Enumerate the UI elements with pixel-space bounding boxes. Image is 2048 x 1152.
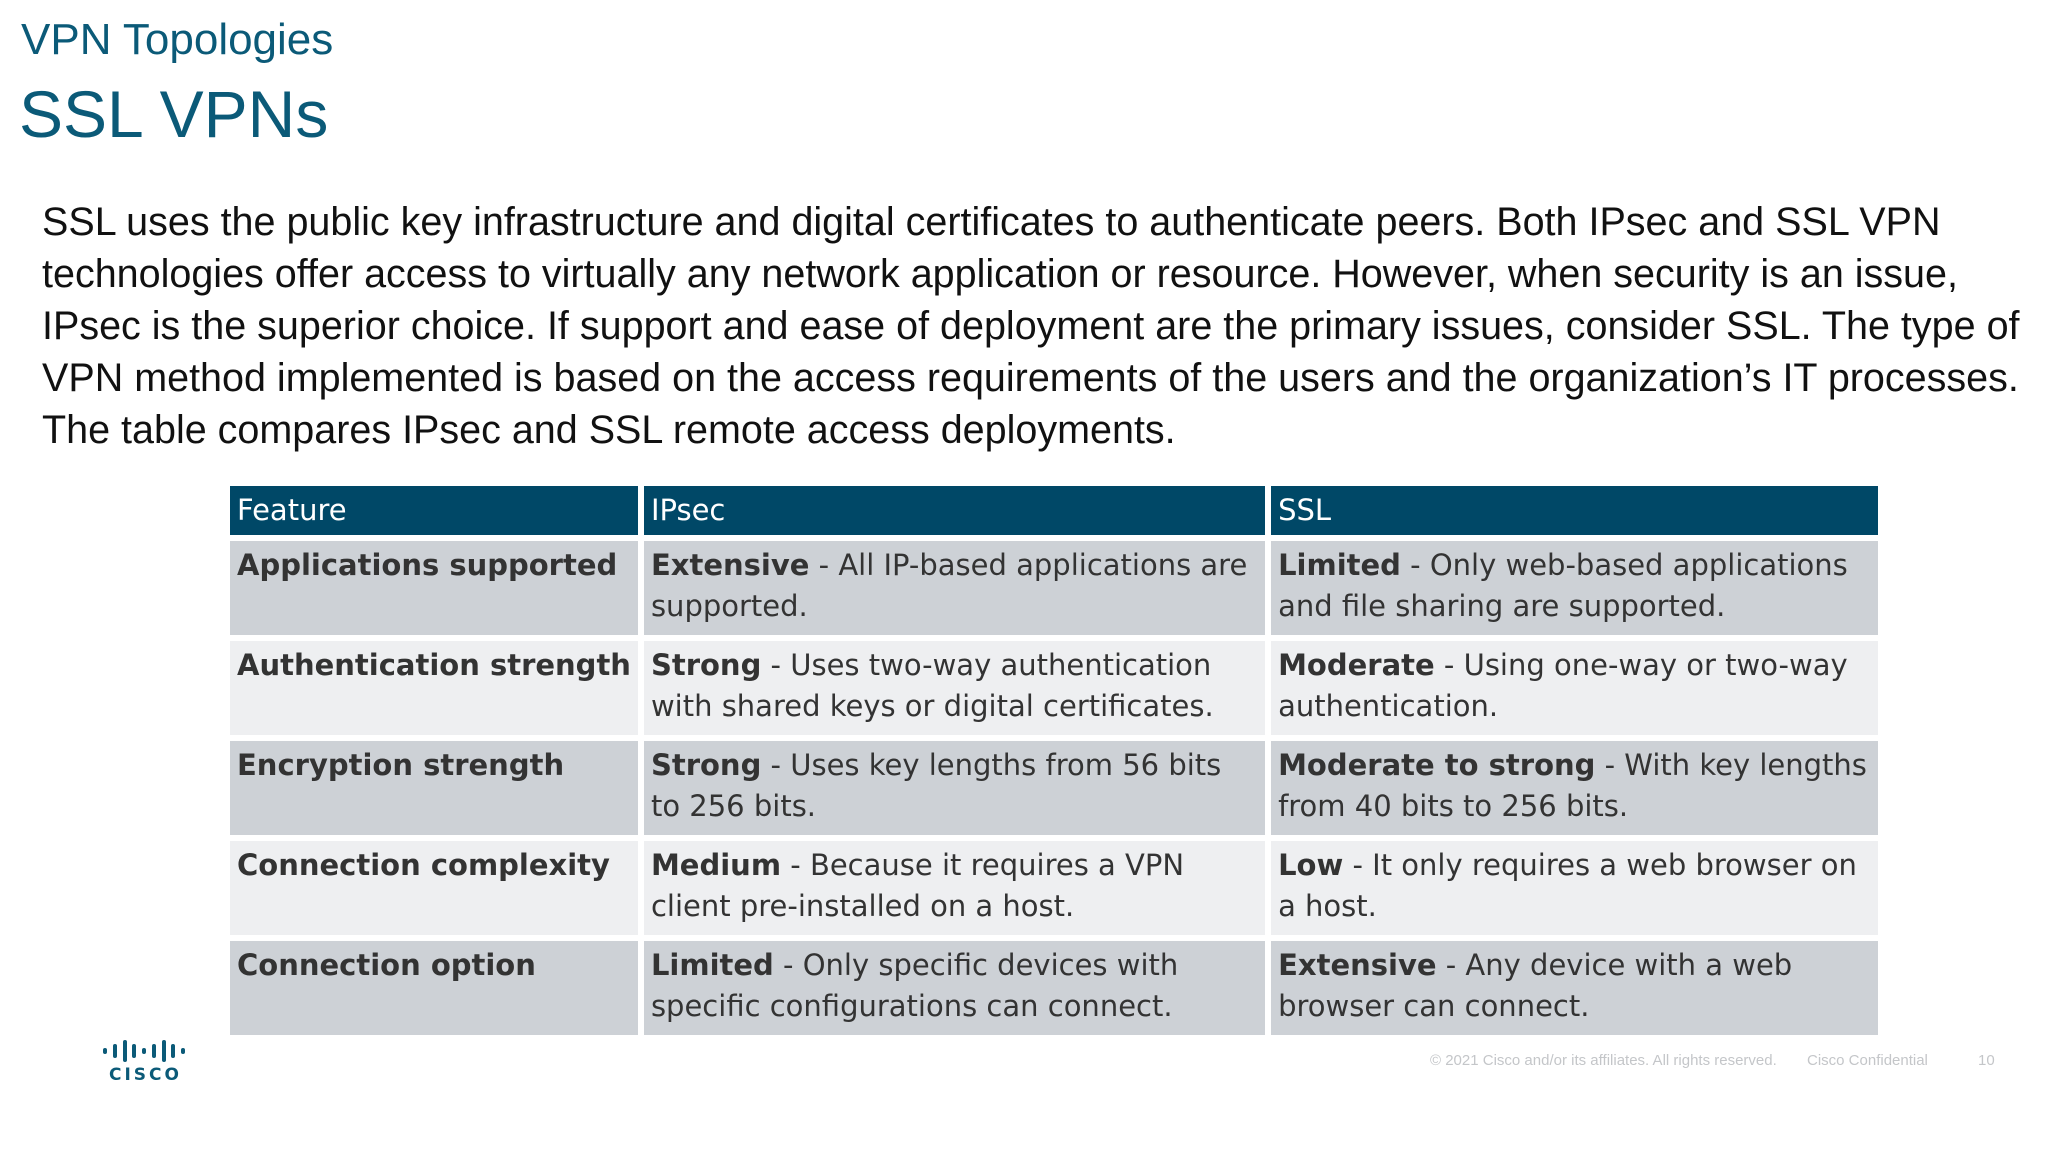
ipsec-description: - All IP-based applications are supported. — [650, 548, 1248, 623]
table-row — [230, 841, 1878, 935]
ssl-rating: Extensive — [1278, 948, 1437, 982]
ssl-description: - Any device with a web browser can connect. — [1278, 948, 1793, 1023]
ipsec-cell — [644, 741, 1265, 835]
ssl-description: - Using one-way or two-way authentication. — [1278, 648, 1848, 723]
ssl-cell — [1271, 741, 1878, 835]
ipsec-cell — [644, 641, 1265, 735]
footer-confidential: Cisco Confidential — [1807, 1052, 1928, 1069]
ipsec-rating: Medium — [650, 848, 782, 882]
ssl-description: - With key lengths from 40 bits to 256 bits. — [1278, 748, 1867, 823]
feature-cell: Authentication strength — [230, 641, 638, 735]
section-title: VPN Topologies — [21, 15, 334, 64]
ipsec-description: - Because it requires a VPN client pre-installed on a host. — [650, 848, 1185, 923]
cisco-logo — [103, 1040, 187, 1090]
ipsec-rating: Strong — [650, 748, 762, 782]
table-header-row — [230, 486, 1878, 535]
feature-cell: Connection option — [230, 941, 638, 1035]
ipsec-description: - Uses two-way authentication with shared keys or digital certificates. — [650, 648, 1214, 723]
body-paragraph: SSL uses the public key infrastructure and digital certificates to authenticate peers. Both IPsec and SSL VPN technologies offer access to virtually any network application or resource. However, when security is an issue, IPsec is the superior choice. If support and ease of deployment are the primary issues, consider SSL. The type of VPN method implemented is based on the access requirements of the users and the organization’s IT processes. The table compares IPsec and SSL remote access deployments. — [42, 200, 2020, 452]
ssl-description: - It only requires a web browser on a host. — [1278, 848, 1857, 923]
comparison-table — [224, 480, 1884, 1041]
feature-cell: Encryption strength — [230, 741, 638, 835]
table-row — [230, 941, 1878, 1035]
slide-title: SSL VPNs — [19, 77, 329, 151]
ipsec-rating: Strong — [650, 648, 762, 682]
ssl-cell — [1271, 841, 1878, 935]
ipsec-cell — [644, 541, 1265, 635]
feature-cell: Applications supported — [230, 541, 638, 635]
cisco-bridge-icon — [103, 1040, 185, 1062]
header-ssl: SSL — [1271, 486, 1878, 535]
header-ipsec: IPsec — [644, 486, 1265, 535]
ipsec-description: - Uses key lengths from 56 bits to 256 bits. — [650, 748, 1222, 823]
ipsec-rating: Limited — [650, 948, 774, 982]
table-row — [230, 741, 1878, 835]
footer-copyright: © 2021 Cisco and/or its affiliates. All rights reserved. — [1430, 1052, 1777, 1069]
ipsec-cell — [644, 941, 1265, 1035]
ssl-cell — [1271, 641, 1878, 735]
page-number: 10 — [1978, 1052, 1995, 1069]
table-row — [230, 541, 1878, 635]
ssl-rating: Moderate — [1278, 648, 1435, 682]
ssl-cell — [1271, 941, 1878, 1035]
table-row — [230, 641, 1878, 735]
ssl-cell — [1271, 541, 1878, 635]
ipsec-cell — [644, 841, 1265, 935]
header-feature: Feature — [230, 486, 638, 535]
cisco-wordmark: CISCO — [109, 1065, 182, 1085]
ipsec-rating: Extensive — [650, 548, 810, 582]
ipsec-description: - Only specific devices with specific configurations can connect. — [650, 948, 1179, 1023]
ssl-rating: Limited — [1278, 548, 1401, 582]
ssl-description: - Only web-based applications and file sharing are supported. — [1278, 548, 1848, 623]
ssl-rating: Moderate to strong — [1278, 748, 1596, 782]
ssl-rating: Low — [1278, 848, 1344, 882]
feature-cell: Connection complexity — [230, 841, 638, 935]
